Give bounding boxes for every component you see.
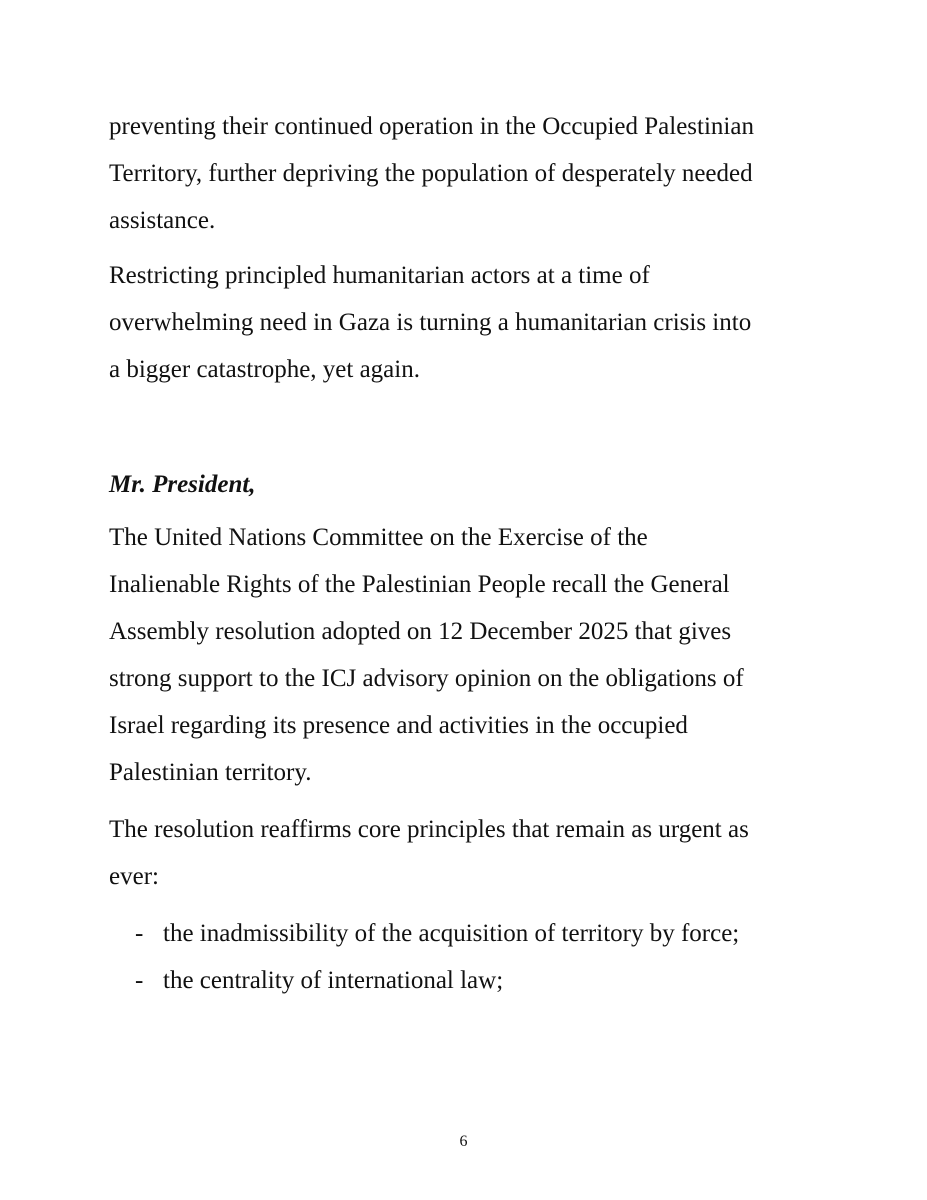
bullet-text: the centrality of international law; xyxy=(163,967,504,994)
text-line: The United Nations Committee on the Exercise of the xyxy=(109,524,648,551)
bullet-marker: - xyxy=(135,920,144,947)
bullet-marker: - xyxy=(135,967,144,994)
paragraph-continuation xyxy=(109,103,839,244)
text-line: Israel regarding its presence and activities in the occupied xyxy=(109,712,688,739)
text-line: strong support to the ICJ advisory opinion on the obligations of xyxy=(109,665,744,692)
list-item xyxy=(135,910,739,957)
text-line: a bigger catastrophe, yet again. xyxy=(109,356,420,383)
salutation-heading xyxy=(109,461,839,508)
text-line: Territory, further depriving the population of desperately needed xyxy=(109,160,753,187)
paragraph-resolution xyxy=(109,806,839,900)
salutation-text: Mr. President, xyxy=(109,471,256,498)
bullet-text: the inadmissibility of the acquisition of territory by force; xyxy=(163,920,740,947)
text-line: The resolution reaffirms core principles that remain as urgent as xyxy=(109,816,749,843)
text-line: Inalienable Rights of the Palestinian People recall the General xyxy=(109,571,730,598)
text-line: preventing their continued operation in the Occupied Palestinian xyxy=(109,113,754,140)
text-line: Palestinian territory. xyxy=(109,759,312,786)
text-line: assistance. xyxy=(109,207,216,234)
page-number: 6 xyxy=(459,1133,468,1150)
list-item xyxy=(135,957,503,1004)
text-line: ever: xyxy=(109,863,159,890)
paragraph-restricting-actors xyxy=(109,252,839,393)
text-line: Assembly resolution adopted on 12 December 2025 that gives xyxy=(109,618,732,645)
paragraph-committee xyxy=(109,514,839,796)
text-line: overwhelming need in Gaza is turning a humanitarian crisis into xyxy=(109,309,752,336)
text-line: Restricting principled humanitarian actors at a time of xyxy=(109,262,650,289)
